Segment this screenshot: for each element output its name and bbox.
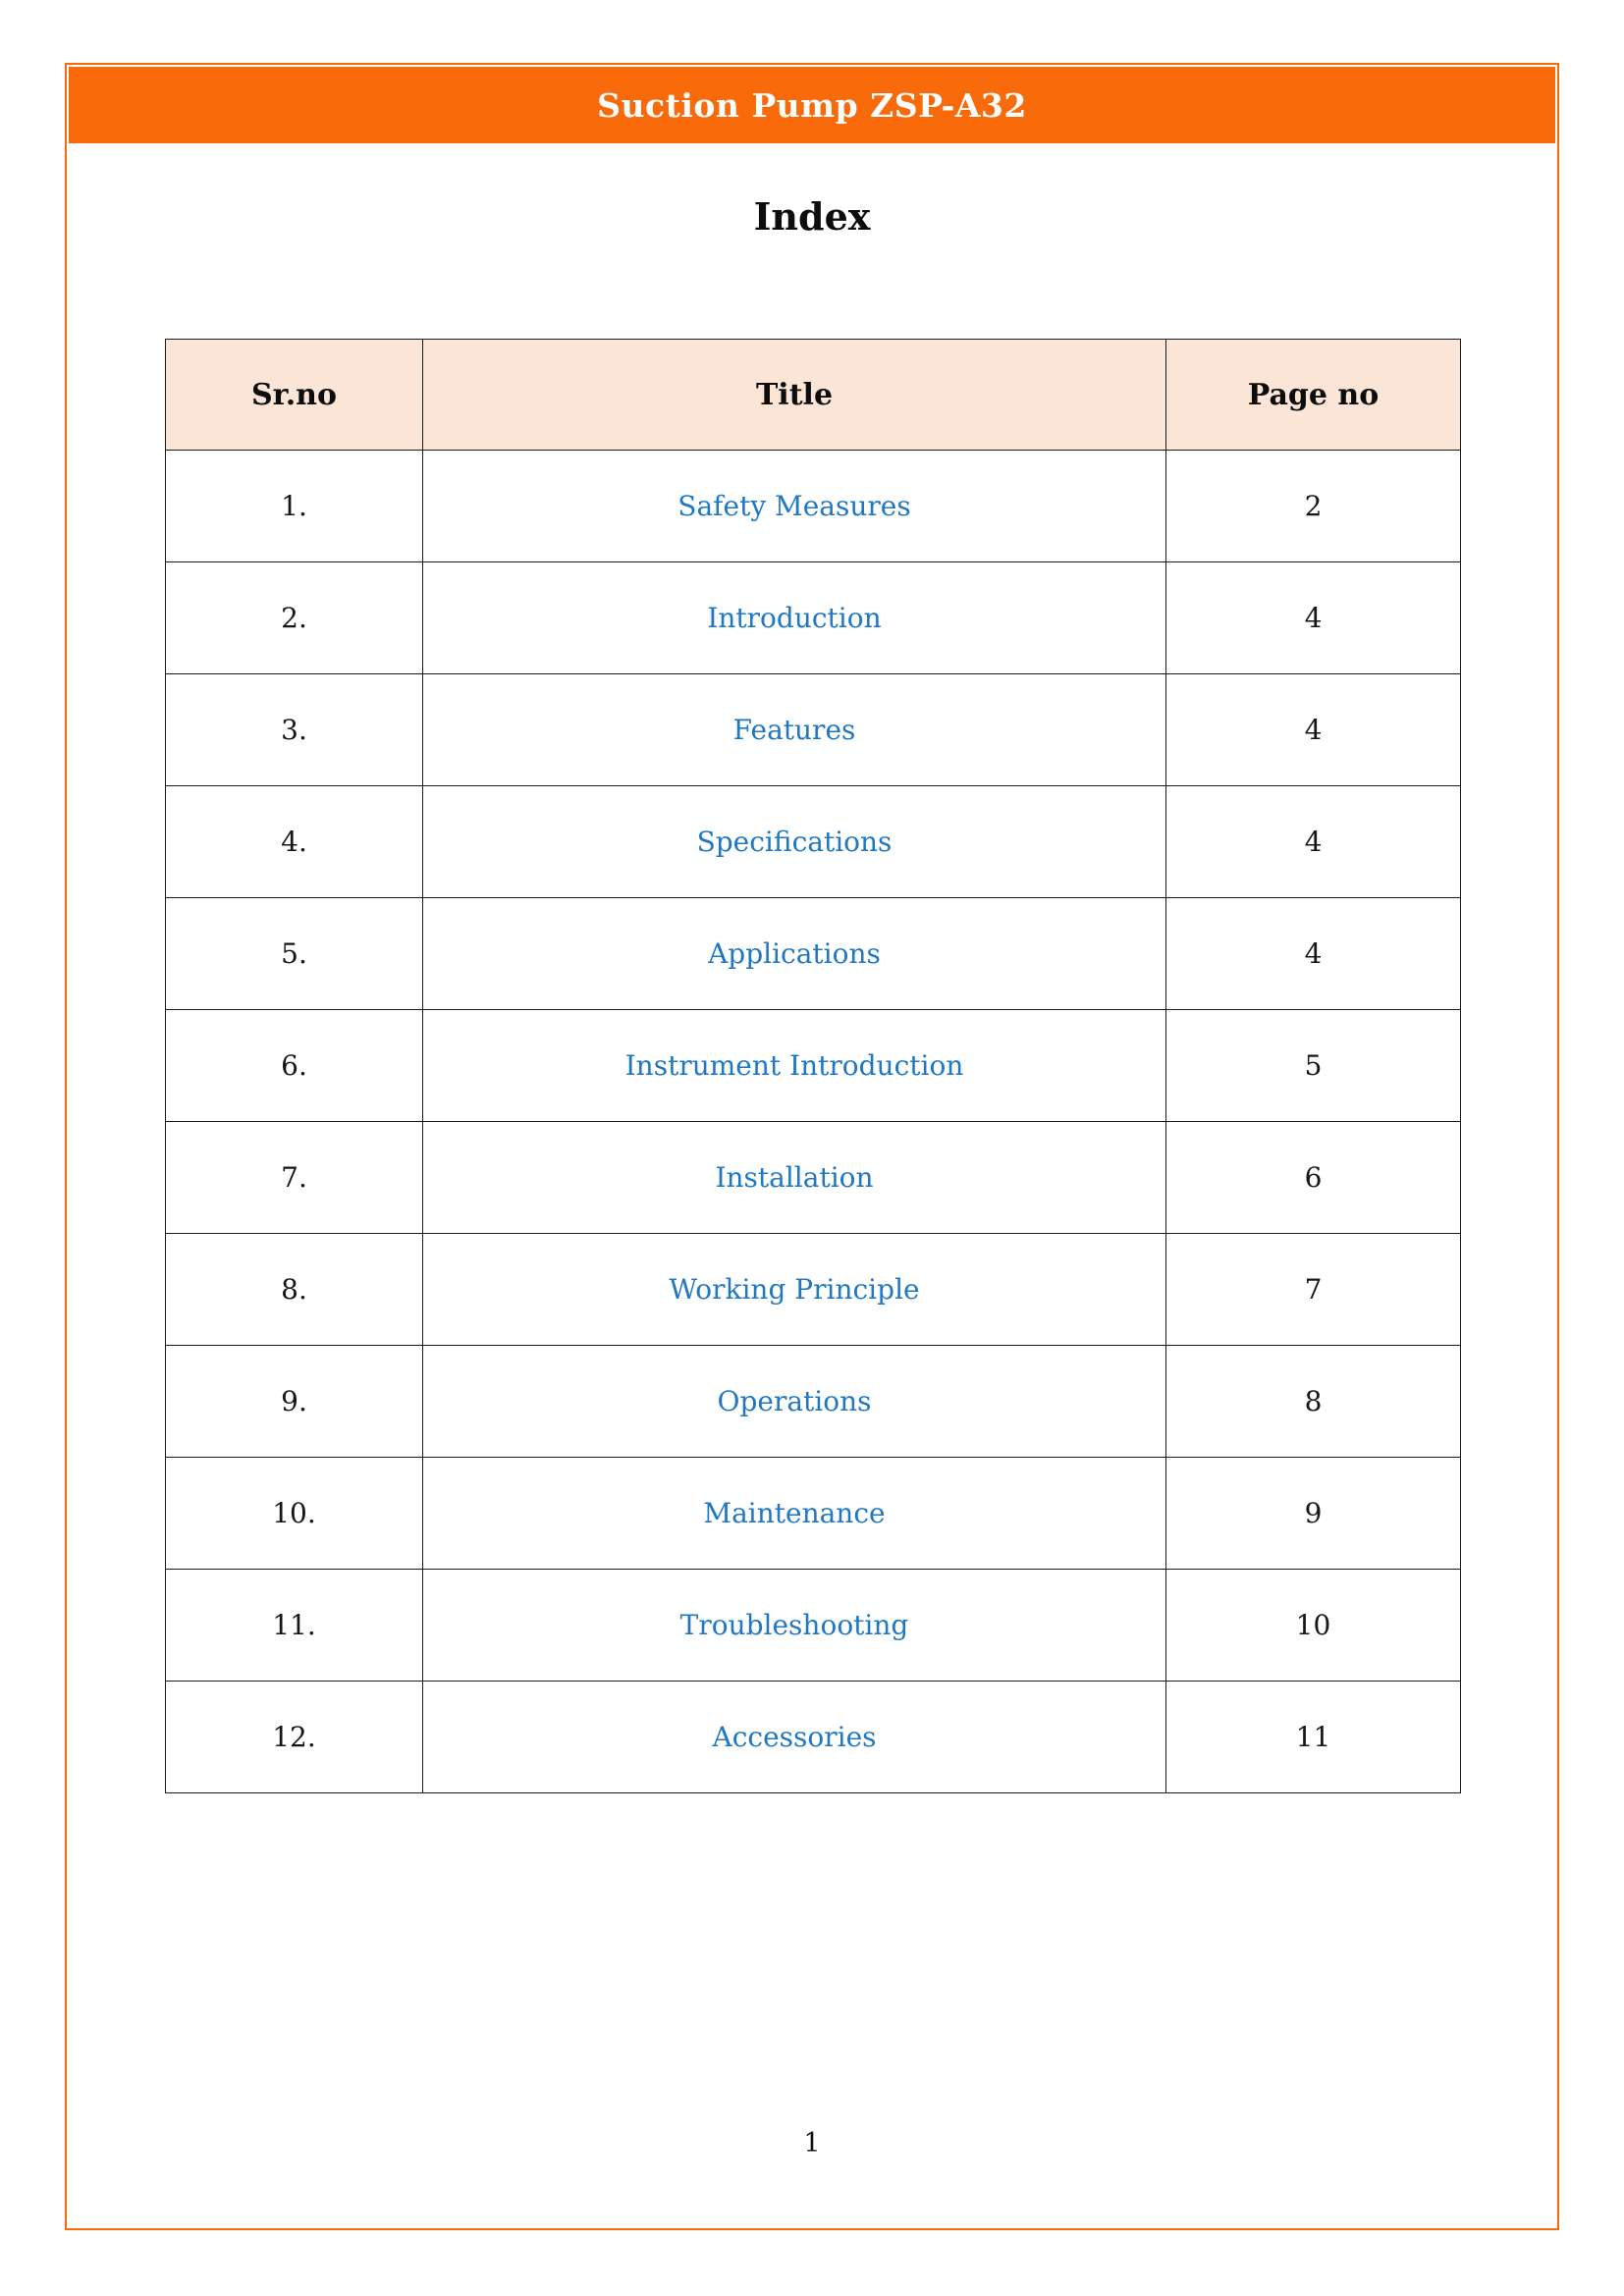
title-cell bbox=[423, 1346, 1166, 1458]
pageno-cell: 4 bbox=[1166, 674, 1461, 786]
toc-link[interactable]: Maintenance bbox=[703, 1497, 886, 1529]
footer-page-number: 1 bbox=[803, 2128, 821, 2159]
toc-link[interactable]: Installation bbox=[715, 1161, 874, 1194]
document-title: Suction Pump ZSP-A32 bbox=[597, 85, 1027, 125]
srno-cell: 2. bbox=[166, 562, 423, 674]
toc-link[interactable]: Instrument Introduction bbox=[624, 1049, 964, 1082]
title-cell bbox=[423, 1122, 1166, 1234]
table-row bbox=[166, 562, 1461, 674]
col-header-title: Title bbox=[423, 340, 1166, 451]
srno-cell: 7. bbox=[166, 1122, 423, 1234]
table-row bbox=[166, 1682, 1461, 1793]
pageno-cell: 4 bbox=[1166, 786, 1461, 898]
table-row bbox=[166, 1122, 1461, 1234]
toc-link[interactable]: Troubleshooting bbox=[679, 1609, 909, 1641]
srno-cell: 12. bbox=[166, 1682, 423, 1793]
title-cell bbox=[423, 1234, 1166, 1346]
pageno-cell: 9 bbox=[1166, 1458, 1461, 1570]
toc-link[interactable]: Specifications bbox=[696, 826, 893, 858]
title-cell bbox=[423, 1010, 1166, 1122]
toc-link[interactable]: Accessories bbox=[712, 1721, 877, 1753]
title-cell bbox=[423, 1458, 1166, 1570]
toc-link[interactable]: Features bbox=[732, 714, 856, 746]
table-row bbox=[166, 1346, 1461, 1458]
srno-cell: 4. bbox=[166, 786, 423, 898]
toc-link[interactable]: Safety Measures bbox=[677, 490, 911, 522]
table-row bbox=[166, 1458, 1461, 1570]
pageno-cell: 4 bbox=[1166, 898, 1461, 1010]
table-row bbox=[166, 451, 1461, 562]
srno-cell: 8. bbox=[166, 1234, 423, 1346]
title-cell bbox=[423, 898, 1166, 1010]
toc-link[interactable]: Operations bbox=[717, 1385, 872, 1417]
index-heading: Index bbox=[753, 194, 871, 239]
pageno-cell: 2 bbox=[1166, 451, 1461, 562]
table-row bbox=[166, 1234, 1461, 1346]
table-header-row bbox=[166, 340, 1461, 451]
title-cell bbox=[423, 451, 1166, 562]
pageno-cell: 4 bbox=[1166, 562, 1461, 674]
toc-link[interactable]: Working Principle bbox=[669, 1273, 920, 1306]
pageno-cell: 8 bbox=[1166, 1346, 1461, 1458]
srno-cell: 11. bbox=[166, 1570, 423, 1682]
table-row bbox=[166, 1570, 1461, 1682]
col-header-srno: Sr.no bbox=[166, 340, 423, 451]
col-header-pageno: Page no bbox=[1166, 340, 1461, 451]
srno-cell: 6. bbox=[166, 1010, 423, 1122]
srno-cell: 9. bbox=[166, 1346, 423, 1458]
pageno-cell: 11 bbox=[1166, 1682, 1461, 1793]
srno-cell: 1. bbox=[166, 451, 423, 562]
title-cell bbox=[423, 1570, 1166, 1682]
pageno-cell: 6 bbox=[1166, 1122, 1461, 1234]
title-cell bbox=[423, 786, 1166, 898]
document-header-bar bbox=[69, 67, 1555, 143]
toc-link[interactable]: Introduction bbox=[707, 602, 882, 634]
table-row bbox=[166, 674, 1461, 786]
srno-cell: 5. bbox=[166, 898, 423, 1010]
pageno-cell: 5 bbox=[1166, 1010, 1461, 1122]
srno-cell: 3. bbox=[166, 674, 423, 786]
title-cell bbox=[423, 1682, 1166, 1793]
table-row bbox=[166, 1010, 1461, 1122]
pageno-cell: 7 bbox=[1166, 1234, 1461, 1346]
srno-cell: 10. bbox=[166, 1458, 423, 1570]
toc-link[interactable]: Applications bbox=[708, 937, 881, 970]
title-cell bbox=[423, 674, 1166, 786]
table-row bbox=[166, 786, 1461, 898]
table-row bbox=[166, 898, 1461, 1010]
title-cell bbox=[423, 562, 1166, 674]
pageno-cell: 10 bbox=[1166, 1570, 1461, 1682]
index-table bbox=[165, 339, 1461, 1793]
